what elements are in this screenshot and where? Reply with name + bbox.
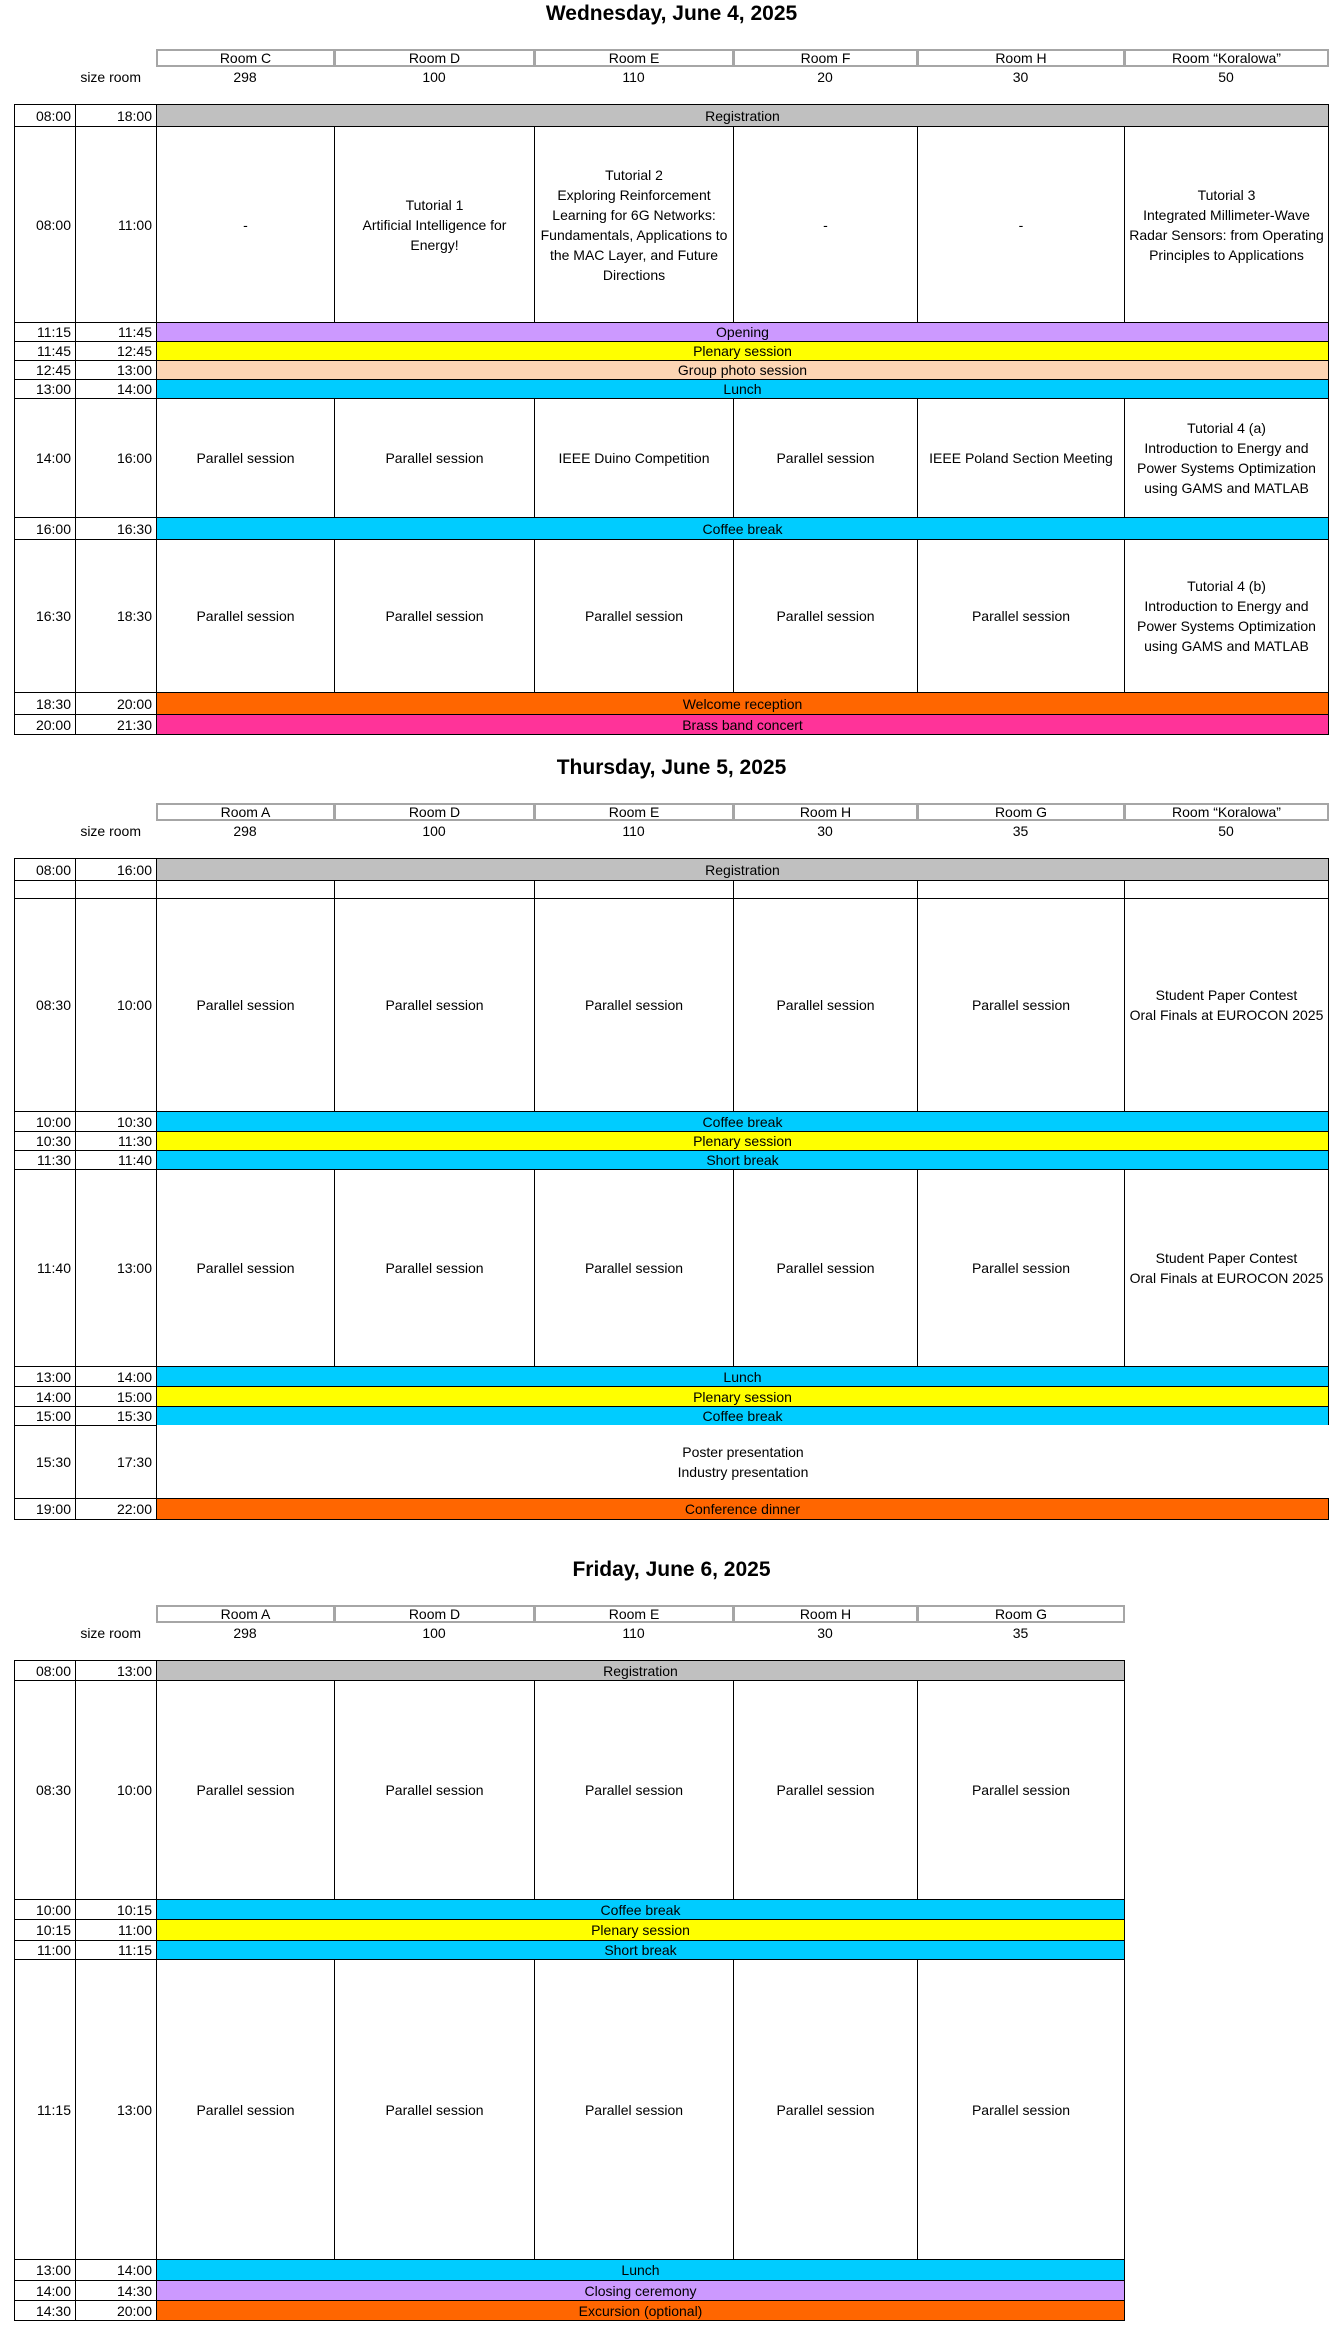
end-time: 15:30 bbox=[75, 1406, 157, 1426]
spanning-session[interactable]: Coffee break bbox=[156, 517, 1329, 540]
cell-line: Directions bbox=[602, 266, 666, 283]
size-room-label: size room bbox=[80, 823, 141, 839]
room-size: 20 bbox=[817, 69, 833, 85]
session-cell[interactable] bbox=[334, 1959, 535, 2260]
end-time: 15:00 bbox=[75, 1386, 157, 1407]
room-header: Room H bbox=[733, 803, 918, 821]
room-size: 30 bbox=[817, 823, 833, 839]
cell-line: Parallel session bbox=[385, 608, 484, 624]
session-cell[interactable] bbox=[334, 398, 535, 518]
cell-line: Parallel session bbox=[584, 1782, 684, 1798]
end-time: 16:30 bbox=[75, 517, 157, 540]
session-cell[interactable] bbox=[917, 1680, 1125, 1900]
room-header: Room A bbox=[156, 1605, 335, 1623]
day-title: Friday, June 6, 2025 bbox=[572, 1558, 771, 1581]
room-size: 110 bbox=[622, 1625, 645, 1641]
cell-line: Tutorial 3 bbox=[1197, 186, 1256, 203]
cell-line: Parallel session bbox=[776, 1260, 875, 1276]
session-cell[interactable] bbox=[534, 1169, 734, 1367]
session-cell[interactable] bbox=[917, 1169, 1125, 1367]
end-time: 13:00 bbox=[75, 360, 157, 380]
session-cell[interactable] bbox=[733, 539, 918, 693]
end-time: 10:30 bbox=[75, 1111, 157, 1132]
empty-cell bbox=[334, 880, 535, 899]
session-cell[interactable] bbox=[733, 1959, 918, 2260]
start-time: 10:15 bbox=[14, 1919, 76, 1941]
session-cell[interactable] bbox=[1124, 539, 1329, 693]
session-cell[interactable] bbox=[1124, 398, 1329, 518]
room-header: Room “Koralowa” bbox=[1124, 49, 1329, 67]
spanning-session[interactable]: Registration bbox=[156, 858, 1329, 881]
session-cell[interactable] bbox=[917, 398, 1125, 518]
start-time: 14:00 bbox=[14, 1386, 76, 1407]
spanning-session[interactable]: Lunch bbox=[156, 2259, 1125, 2281]
start-time: 11:15 bbox=[14, 1959, 76, 2260]
end-time: 11:00 bbox=[75, 1919, 157, 1941]
room-size: 50 bbox=[1218, 823, 1234, 839]
cell-line: Integrated Millimeter-Wave bbox=[1143, 206, 1310, 223]
cell-line: Parallel session bbox=[971, 997, 1071, 1013]
start-time: 13:00 bbox=[14, 2259, 76, 2281]
cell-line: Parallel session bbox=[971, 1782, 1071, 1798]
cell-line: Parallel session bbox=[584, 997, 684, 1013]
cell-line: IEEE Poland Section Meeting bbox=[929, 450, 1113, 466]
cell-line: Tutorial 1 bbox=[405, 196, 464, 213]
cell-line: Parallel session bbox=[971, 2101, 1071, 2118]
cell-line: Parallel session bbox=[776, 1782, 875, 1798]
room-size: 50 bbox=[1218, 69, 1234, 85]
room-header: Room D bbox=[334, 803, 535, 821]
spanning-session[interactable]: Group photo session bbox=[156, 360, 1329, 380]
room-header: Room H bbox=[917, 49, 1125, 67]
spanning-session[interactable]: Registration bbox=[156, 1660, 1125, 1681]
cell-line: Introduction to Energy and bbox=[1144, 440, 1309, 456]
session-cell[interactable] bbox=[334, 126, 535, 323]
session-cell[interactable] bbox=[917, 898, 1125, 1112]
cell-line: Parallel session bbox=[776, 2101, 875, 2118]
end-time: 14:00 bbox=[75, 2259, 157, 2281]
session-cell[interactable] bbox=[534, 539, 734, 693]
cell-line: Parallel session bbox=[584, 1260, 684, 1276]
end-time: 10:00 bbox=[75, 898, 157, 1112]
spanning-session[interactable]: Conference dinner bbox=[156, 1498, 1329, 1520]
spanning-session[interactable]: Excursion (optional) bbox=[156, 2300, 1125, 2321]
session-cell[interactable] bbox=[156, 126, 335, 323]
start-time: 18:30 bbox=[14, 692, 76, 715]
cell-line: Industry presentation bbox=[677, 1464, 809, 1480]
cell-line: Student Paper Contest bbox=[1155, 1250, 1298, 1266]
cell-line: Power Systems Optimization bbox=[1137, 618, 1316, 634]
end-time: 22:00 bbox=[75, 1498, 157, 1520]
end-time: 14:30 bbox=[75, 2280, 157, 2301]
room-header: Room D bbox=[334, 49, 535, 67]
empty-cell bbox=[1124, 880, 1329, 899]
end-time: 11:30 bbox=[75, 1131, 157, 1151]
empty-cell bbox=[733, 880, 918, 899]
start-time: 11:30 bbox=[14, 1150, 76, 1170]
room-header: Room E bbox=[534, 1605, 734, 1623]
cell-line: Poster presentation bbox=[682, 1444, 804, 1460]
cell-line: Parallel session bbox=[971, 1260, 1071, 1276]
session-cell[interactable] bbox=[733, 1169, 918, 1367]
spanning-session[interactable]: Short break bbox=[156, 1150, 1329, 1170]
start-time: 08:00 bbox=[14, 104, 76, 127]
start-time: 11:15 bbox=[14, 322, 76, 342]
cell-line: Parallel session bbox=[196, 1782, 295, 1798]
spanning-session[interactable]: Plenary session bbox=[156, 1386, 1329, 1407]
start-time: 16:00 bbox=[14, 517, 76, 540]
session-cell[interactable] bbox=[534, 126, 734, 323]
room-header: Room H bbox=[733, 1605, 918, 1623]
empty-cell bbox=[75, 880, 157, 899]
start-time: 20:00 bbox=[14, 714, 76, 735]
room-size: 298 bbox=[233, 1625, 257, 1641]
session-cell[interactable] bbox=[156, 539, 335, 693]
cell-line: Exploring Reinforcement bbox=[557, 186, 711, 203]
session-cell[interactable] bbox=[334, 898, 535, 1112]
cell-line: Principles to Applications bbox=[1149, 246, 1304, 263]
spanning-session[interactable]: Lunch bbox=[156, 379, 1329, 399]
cell-line: Parallel session bbox=[385, 2101, 484, 2118]
cell-line: - bbox=[243, 216, 248, 233]
start-time: 16:30 bbox=[14, 539, 76, 693]
end-time: 21:30 bbox=[75, 714, 157, 735]
end-time: 18:30 bbox=[75, 539, 157, 693]
cell-line: Parallel session bbox=[385, 997, 484, 1013]
session-cell[interactable] bbox=[733, 398, 918, 518]
room-size: 298 bbox=[233, 823, 257, 839]
room-header: Room C bbox=[156, 49, 335, 67]
session-cell[interactable] bbox=[917, 539, 1125, 693]
end-time: 11:00 bbox=[75, 126, 157, 323]
cell-line: using GAMS and MATLAB bbox=[1144, 638, 1309, 654]
spanning-session[interactable]: Plenary session bbox=[156, 1919, 1125, 1941]
start-time: 11:00 bbox=[14, 1940, 76, 1960]
cell-line: Parallel session bbox=[971, 608, 1071, 624]
spanning-session[interactable]: Coffee break bbox=[156, 1111, 1329, 1132]
room-header: Room G bbox=[917, 803, 1125, 821]
session-cell[interactable] bbox=[156, 1959, 335, 2260]
cell-line: Tutorial 2 bbox=[605, 166, 663, 183]
cell-line: IEEE Duino Competition bbox=[558, 450, 710, 466]
room-header: Room E bbox=[534, 803, 734, 821]
end-time: 12:45 bbox=[75, 341, 157, 361]
end-time: 20:00 bbox=[75, 2300, 157, 2321]
cell-line: Parallel session bbox=[776, 450, 875, 466]
start-time: 11:40 bbox=[14, 1169, 76, 1367]
cell-line: Parallel session bbox=[776, 997, 875, 1013]
start-time: 08:00 bbox=[14, 126, 76, 323]
start-time: 14:00 bbox=[14, 2280, 76, 2301]
room-header: Room “Koralowa” bbox=[1124, 803, 1329, 821]
session-cell[interactable] bbox=[1124, 1169, 1329, 1367]
session-cell[interactable] bbox=[156, 898, 335, 1112]
end-time: 11:45 bbox=[75, 322, 157, 342]
session-cell[interactable] bbox=[534, 1959, 734, 2260]
session-cell[interactable] bbox=[534, 1680, 734, 1900]
empty-cell bbox=[534, 880, 734, 899]
start-time: 14:00 bbox=[14, 398, 76, 518]
cell-line: Parallel session bbox=[385, 450, 484, 466]
session-cell[interactable] bbox=[534, 398, 734, 518]
end-time: 18:00 bbox=[75, 104, 157, 127]
start-time: 13:00 bbox=[14, 1366, 76, 1387]
empty-cell bbox=[156, 880, 335, 899]
session-cell[interactable] bbox=[334, 1680, 535, 1900]
cell-line: Parallel session bbox=[385, 1260, 484, 1276]
session-cell[interactable] bbox=[733, 126, 918, 323]
room-header: Room D bbox=[334, 1605, 535, 1623]
cell-line: using GAMS and MATLAB bbox=[1144, 480, 1309, 496]
cell-line: the MAC Layer, and Future bbox=[549, 246, 719, 263]
end-time: 11:15 bbox=[75, 1940, 157, 1960]
cell-line: Tutorial 4 (a) bbox=[1187, 420, 1266, 436]
cell-line: Parallel session bbox=[196, 997, 295, 1013]
end-time: 13:00 bbox=[75, 1959, 157, 2260]
session-cell[interactable] bbox=[156, 1169, 335, 1367]
cell-line: Parallel session bbox=[196, 1260, 295, 1276]
room-header: Room F bbox=[733, 49, 918, 67]
room-header: Room E bbox=[534, 49, 734, 67]
cell-line: Introduction to Energy and bbox=[1144, 598, 1309, 614]
spanning-session[interactable]: Coffee break bbox=[156, 1406, 1329, 1426]
empty-cell bbox=[917, 880, 1125, 899]
room-size: 30 bbox=[1012, 69, 1029, 85]
room-size: 100 bbox=[422, 1625, 446, 1641]
end-time: 16:00 bbox=[75, 398, 157, 518]
day-title: Wednesday, June 4, 2025 bbox=[545, 2, 798, 25]
end-time: 20:00 bbox=[75, 692, 157, 715]
start-time: 08:00 bbox=[14, 1660, 76, 1681]
start-time: 12:45 bbox=[14, 360, 76, 380]
cell-line: Power Systems Optimization bbox=[1137, 460, 1316, 476]
session-cell[interactable] bbox=[334, 539, 535, 693]
start-time: 13:00 bbox=[14, 379, 76, 399]
start-time: 10:00 bbox=[14, 1111, 76, 1132]
spanning-session[interactable]: Plenary session bbox=[156, 341, 1329, 361]
session-cell[interactable] bbox=[1124, 898, 1329, 1112]
cell-line: Fundamentals, Applications to bbox=[540, 226, 728, 243]
cell-line: Parallel session bbox=[776, 608, 875, 624]
cell-line: Energy! bbox=[410, 236, 459, 253]
room-size: 110 bbox=[622, 823, 645, 839]
room-header: Room A bbox=[156, 803, 335, 821]
cell-line: Radar Sensors: from Operating bbox=[1129, 226, 1324, 243]
spanning-session[interactable]: Plenary session bbox=[156, 1131, 1329, 1151]
start-time: 10:00 bbox=[14, 1899, 76, 1920]
spanning-session[interactable]: Lunch bbox=[156, 1366, 1329, 1387]
room-size: 110 bbox=[622, 69, 645, 85]
cell-line: Oral Finals at EUROCON 2025 bbox=[1129, 1007, 1324, 1023]
room-header: Room G bbox=[917, 1605, 1125, 1623]
session-cell[interactable] bbox=[917, 126, 1125, 323]
room-size: 35 bbox=[1012, 823, 1029, 839]
size-room-label: size room bbox=[80, 69, 141, 85]
spanning-session[interactable]: Closing ceremony bbox=[156, 2280, 1125, 2301]
spanning-session[interactable]: Welcome reception bbox=[156, 692, 1329, 715]
cell-line: Parallel session bbox=[584, 608, 684, 624]
end-time: 11:40 bbox=[75, 1150, 157, 1170]
cell-line: Parallel session bbox=[584, 2101, 684, 2118]
cell-line: Artificial Intelligence for bbox=[362, 216, 507, 233]
session-cell[interactable] bbox=[334, 1169, 535, 1367]
cell-line: Learning for 6G Networks: bbox=[552, 206, 716, 223]
cell-line: Parallel session bbox=[196, 608, 295, 624]
start-time: 15:00 bbox=[14, 1406, 76, 1426]
session-cell[interactable] bbox=[733, 1680, 918, 1900]
cell-line: Parallel session bbox=[196, 450, 295, 466]
room-size: 100 bbox=[422, 69, 446, 85]
end-time: 16:00 bbox=[75, 858, 157, 881]
day-title: Thursday, June 5, 2025 bbox=[556, 756, 787, 779]
session-cell[interactable] bbox=[534, 898, 734, 1112]
end-time: 14:00 bbox=[75, 1366, 157, 1387]
room-size: 30 bbox=[817, 1625, 833, 1641]
start-time: 08:30 bbox=[14, 898, 76, 1112]
session-cell[interactable] bbox=[156, 398, 335, 518]
start-time: 19:00 bbox=[14, 1498, 76, 1520]
cell-line: Parallel session bbox=[196, 2101, 295, 2118]
spanning-session[interactable]: Opening bbox=[156, 322, 1329, 342]
spanning-session[interactable]: Short break bbox=[156, 1940, 1125, 1960]
start-time: 14:30 bbox=[14, 2300, 76, 2321]
start-time: 10:30 bbox=[14, 1131, 76, 1151]
empty-cell bbox=[14, 880, 76, 899]
end-time: 14:00 bbox=[75, 379, 157, 399]
session-cell[interactable] bbox=[733, 898, 918, 1112]
spanning-session[interactable] bbox=[156, 1425, 1329, 1499]
spanning-session[interactable]: Brass band concert bbox=[156, 714, 1329, 735]
cell-line: - bbox=[1018, 216, 1024, 233]
cell-line: Tutorial 4 (b) bbox=[1187, 578, 1266, 594]
session-cell[interactable] bbox=[1124, 126, 1329, 323]
end-time: 17:30 bbox=[75, 1425, 157, 1499]
cell-line: - bbox=[823, 216, 828, 233]
session-cell[interactable] bbox=[156, 1680, 335, 1900]
start-time: 08:00 bbox=[14, 858, 76, 881]
room-size: 298 bbox=[233, 69, 257, 85]
start-time: 11:45 bbox=[14, 341, 76, 361]
session-cell[interactable] bbox=[917, 1959, 1125, 2260]
spanning-session[interactable]: Registration bbox=[156, 104, 1329, 127]
end-time: 10:15 bbox=[75, 1899, 157, 1920]
cell-line: Student Paper Contest bbox=[1155, 987, 1298, 1003]
spanning-session[interactable]: Coffee break bbox=[156, 1899, 1125, 1920]
room-size: 100 bbox=[422, 823, 446, 839]
end-time: 13:00 bbox=[75, 1660, 157, 1681]
end-time: 10:00 bbox=[75, 1680, 157, 1900]
cell-line: Parallel session bbox=[385, 1782, 484, 1798]
cell-line: Oral Finals at EUROCON 2025 bbox=[1129, 1270, 1324, 1286]
start-time: 08:30 bbox=[14, 1680, 76, 1900]
size-room-label: size room bbox=[80, 1625, 141, 1641]
end-time: 13:00 bbox=[75, 1169, 157, 1367]
room-size: 35 bbox=[1012, 1625, 1029, 1641]
start-time: 15:30 bbox=[14, 1425, 76, 1499]
